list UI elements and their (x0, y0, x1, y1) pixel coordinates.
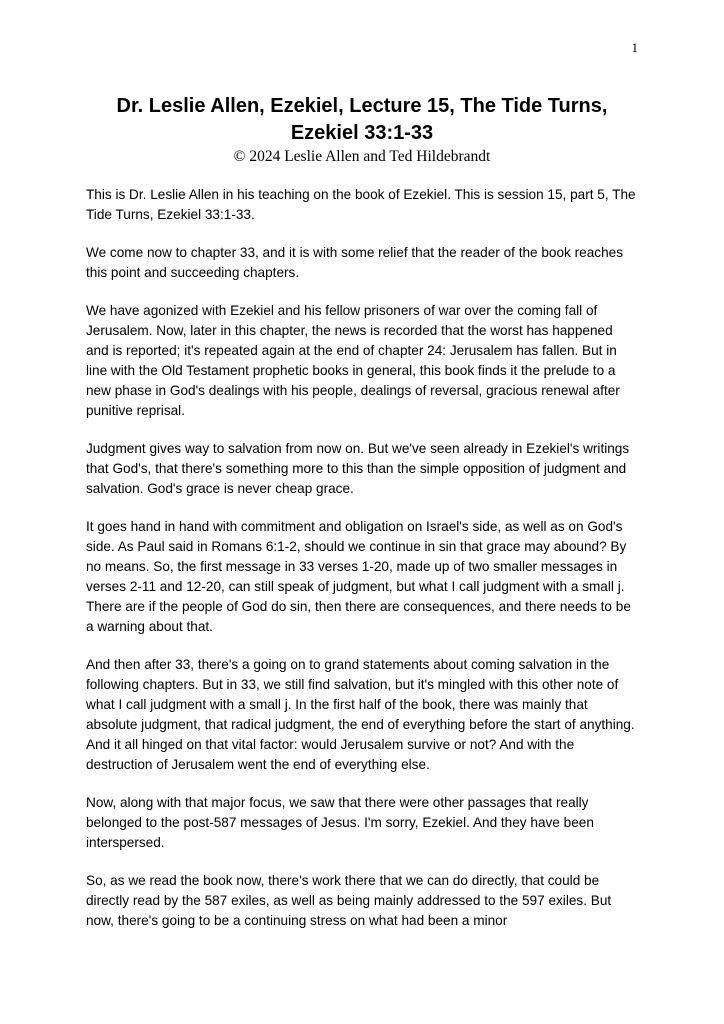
paragraph: Now, along with that major focus, we saw that there were other passages that really belonged to the post-587 messages of Jesus. I'm sorry, Ezekiel. And they have been interspersed. (86, 795, 594, 850)
paragraph: So, as we read the book now, there's work there that we can do directly, that could be directly read by the 587 exiles, as well as being mainly addressed to the 597 exiles. But now, there's going to be a continuing stress on what had been a minor (86, 873, 612, 928)
copyright-line: © 2024 Leslie Allen and Ted Hildebrandt (233, 148, 491, 165)
document-body (86, 185, 638, 949)
document-title: Dr. Leslie Allen, Ezekiel, Lecture 15, The Tide Turns, Ezekiel 33:1-33 (116, 95, 608, 144)
page-number: 1 (631, 40, 638, 55)
paragraph: Judgment gives way to salvation from now on. But we've seen already in Ezekiel's writings that God's, that there's something more to this than the simple opposition of judgment and salvation. God's grace is never cheap grace. (86, 441, 630, 496)
paragraph: This is Dr. Leslie Allen in his teaching on the book of Ezekiel. This is session 15, part 5, The Tide Turns, Ezekiel 33:1-33. (86, 187, 636, 222)
paragraph: It goes hand in hand with commitment and obligation on Israel's side, as well as on God's side. As Paul said in Romans 6:1-2, should we continue in sin that grace may abound? By no means. So, the first message in 33 verses 1-20, made up of two smaller messages in verses 2-11 and 12-20, can still speak of judgment, but what I call judgment with a small j. There are if the people of God do sin, then there are consequences, and there needs to be a warning about that. (86, 519, 631, 634)
paragraph: We come now to chapter 33, and it is with some relief that the reader of the book reaches this point and succeeding chapters. (86, 245, 623, 280)
paragraph: And then after 33, there's a going on to grand statements about coming salvation in the following chapters. But in 33, we still find salvation, but it's mingled with this other note of what I call judgment with a small j. In the first half of the book, there was mainly that absolute judgment, that radical judgment, the end of everything before the start of anything. And it all hinged on that vital factor: would Jerusalem survive or not? And with the destruction of Jerusalem went the end of everything else. (86, 657, 635, 772)
document-header (86, 93, 638, 167)
paragraph: We have agonized with Ezekiel and his fellow prisoners of war over the coming fall of Jerusalem. Now, later in this chapter, the news is recorded that the worst has happened and is reported; it's repeated again at the end of chapter 24: Jerusalem has fallen. But in line with the Old Testament prophetic books in general, this book finds it the prelude to a new phase in God's dealings with his people, dealings of reversal, gracious renewal after punitive reprisal. (86, 303, 620, 418)
